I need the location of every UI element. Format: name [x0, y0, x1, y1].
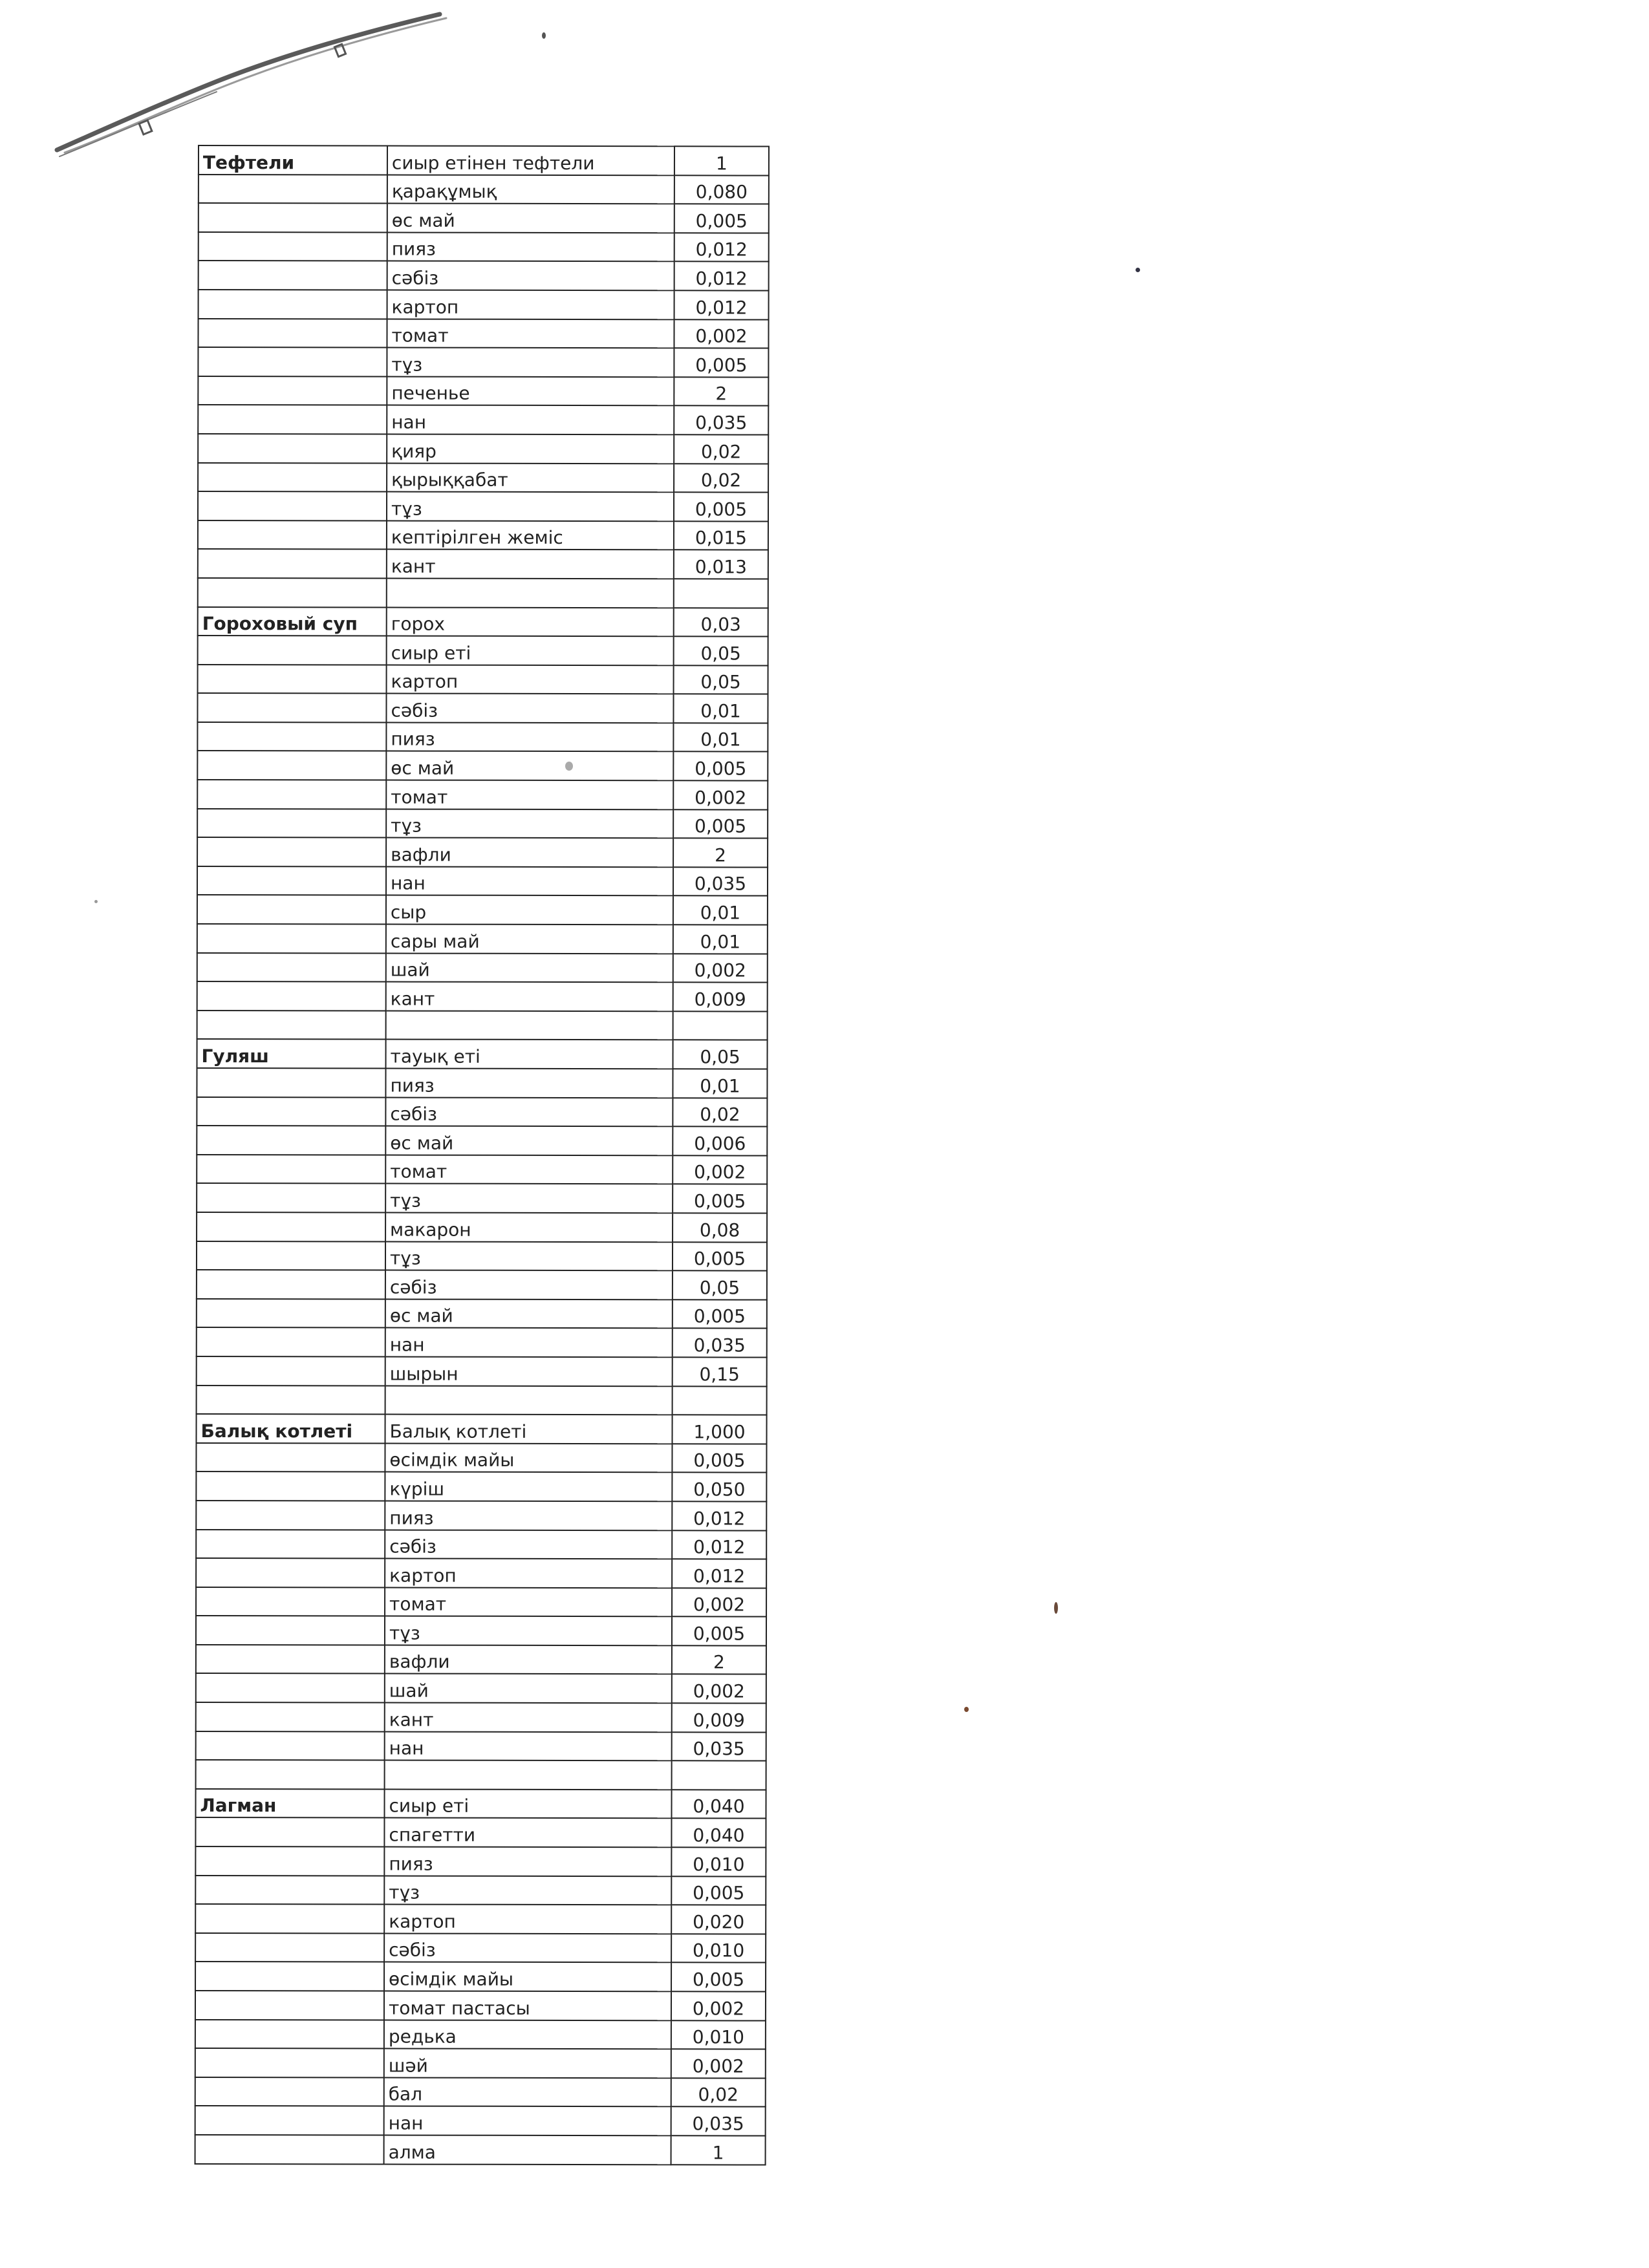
ingredient-cell: тұз — [385, 1241, 673, 1270]
table-row — [199, 290, 769, 319]
quantity-cell: 0,005 — [673, 1184, 767, 1214]
table-row — [196, 1529, 766, 1559]
dish-name-empty-cell — [196, 1501, 385, 1530]
table-row — [196, 1616, 766, 1645]
dish-name-empty-cell — [196, 1673, 385, 1702]
quantity-cell: 0,01 — [673, 723, 768, 752]
ingredient-cell: қарақұмық — [387, 175, 674, 204]
table-row — [197, 953, 768, 983]
dish-name-empty-cell — [197, 722, 386, 751]
dish-name-empty-cell — [196, 1616, 385, 1645]
quantity-cell: 0,05 — [673, 1270, 767, 1300]
dish-name-empty-cell — [195, 1962, 384, 1991]
menu-ingredients-table — [195, 145, 770, 2165]
table-row — [196, 1443, 766, 1473]
table-row — [197, 895, 768, 925]
ingredient-cell: өс май — [387, 204, 674, 233]
table-row — [198, 434, 768, 464]
quantity-cell: 0,08 — [673, 1213, 767, 1242]
quantity-cell: 0,010 — [671, 1934, 766, 1963]
dish-name-empty-cell — [196, 1529, 385, 1558]
table-row — [197, 1299, 767, 1329]
ingredient-cell: өсімдік майы — [384, 1962, 671, 1991]
empty-cell — [198, 578, 387, 607]
dish-name-empty-cell — [195, 1933, 384, 1962]
dish-name-empty-cell — [197, 953, 386, 982]
quantity-cell: 0,005 — [674, 204, 769, 233]
dish-name-empty-cell — [197, 837, 386, 866]
table-row — [197, 722, 768, 752]
ingredient-cell: пияз — [387, 232, 674, 261]
ingredient-cell: нан — [384, 2106, 671, 2135]
empty-cell — [196, 1760, 385, 1789]
table-row — [197, 924, 768, 954]
table-row — [196, 1414, 766, 1444]
ingredient-cell: нан — [385, 1731, 672, 1760]
quantity-cell: 1 — [674, 146, 769, 175]
ingredient-cell: алма — [384, 2135, 671, 2164]
quantity-cell: 0,040 — [671, 1819, 766, 1848]
dish-name-empty-cell — [196, 1702, 385, 1731]
ingredient-cell: шай — [386, 953, 673, 982]
ingredient-cell: кептірілген жеміс — [387, 520, 674, 550]
ingredient-cell: томат — [385, 1587, 672, 1616]
ingredient-cell: тұз — [384, 1876, 671, 1905]
quantity-cell: 0,005 — [672, 1617, 766, 1646]
quantity-cell: 0,01 — [673, 925, 768, 954]
ingredient-cell: күріш — [385, 1472, 672, 1501]
ingredient-cell: нан — [386, 866, 673, 895]
table-row — [198, 463, 768, 493]
quantity-cell: 0,080 — [674, 175, 769, 204]
scan-speck — [1054, 1602, 1058, 1614]
dish-name-empty-cell — [198, 636, 387, 665]
quantity-cell: 0,009 — [672, 1703, 766, 1732]
table-row — [197, 1126, 767, 1155]
ingredient-cell: өс май — [385, 1126, 673, 1155]
ingredient-cell: сәбіз — [385, 1530, 672, 1559]
quantity-cell: 0,05 — [674, 665, 768, 694]
ingredient-cell: сәбіз — [385, 1270, 673, 1300]
empty-cell — [673, 1386, 767, 1415]
dish-name-empty-cell — [199, 203, 387, 232]
table-row — [197, 780, 768, 809]
spacer-row — [197, 1385, 767, 1415]
quantity-cell: 0,002 — [673, 1155, 767, 1184]
ingredient-cell: Балық котлеті — [385, 1415, 672, 1444]
ingredient-cell: нан — [387, 405, 674, 434]
dish-name-empty-cell — [199, 175, 387, 204]
ingredient-cell: картоп — [387, 290, 674, 319]
ingredient-cell: тұз — [385, 1616, 672, 1645]
ingredient-cell: спагетти — [384, 1818, 671, 1847]
quantity-cell: 0,002 — [673, 780, 768, 809]
table-row — [198, 607, 768, 637]
dish-name-empty-cell — [197, 981, 386, 1011]
ingredient-cell: томат — [387, 319, 674, 348]
quantity-cell: 1 — [671, 2135, 766, 2165]
table-row — [199, 145, 769, 175]
dish-name-empty-cell — [197, 751, 386, 780]
table-row — [195, 2106, 766, 2135]
dish-name-cell: Балық котлеті — [196, 1414, 385, 1443]
quantity-cell: 0,035 — [673, 1329, 767, 1358]
table-row — [197, 1039, 768, 1069]
empty-cell — [386, 1011, 673, 1040]
table-row — [197, 837, 768, 867]
quantity-cell: 0,012 — [674, 290, 769, 319]
dish-name-empty-cell — [196, 1645, 385, 1674]
dish-name-empty-cell — [195, 1846, 384, 1876]
quantity-cell: 0,035 — [672, 1732, 766, 1761]
dish-name-empty-cell — [197, 1126, 385, 1155]
quantity-cell: 0,050 — [672, 1473, 766, 1502]
dish-name-empty-cell — [198, 549, 387, 578]
table-row — [195, 1817, 766, 1847]
quantity-cell: 0,015 — [674, 521, 768, 550]
ingredient-cell: қияр — [387, 434, 674, 463]
empty-cell — [385, 1385, 673, 1415]
ingredient-cell: шай — [385, 1674, 672, 1703]
table-row — [197, 1212, 767, 1242]
table-row — [196, 1702, 766, 1732]
ingredient-cell: шәй — [384, 2049, 671, 2078]
table-row — [199, 203, 769, 233]
ingredient-cell: шырын — [385, 1356, 673, 1385]
dish-name-empty-cell — [198, 491, 387, 520]
ingredient-cell: печенье — [387, 376, 674, 405]
dish-name-empty-cell — [195, 2020, 384, 2049]
table-row — [195, 2077, 766, 2107]
quantity-cell: 2 — [673, 839, 768, 868]
quantity-cell: 0,05 — [674, 636, 768, 665]
quantity-cell: 0,005 — [671, 1876, 766, 1905]
dish-name-empty-cell — [195, 1876, 384, 1905]
dish-name-empty-cell — [195, 2048, 384, 2077]
quantity-cell: 2 — [674, 377, 768, 406]
dish-name-empty-cell — [198, 520, 387, 550]
dish-name-empty-cell — [199, 232, 387, 261]
table-row — [195, 1933, 766, 1963]
ingredient-cell: пияз — [386, 722, 673, 751]
quantity-cell: 0,005 — [673, 809, 768, 839]
ingredient-cell: сиыр етінен тефтели — [387, 146, 674, 175]
table-row — [195, 2020, 766, 2049]
quantity-cell: 0,02 — [674, 464, 768, 493]
dish-name-empty-cell — [198, 405, 387, 434]
dish-name-empty-cell — [197, 1241, 385, 1270]
ingredient-cell: картоп — [385, 1559, 672, 1588]
scan-speck — [542, 32, 546, 39]
ingredient-cell: сары май — [386, 925, 673, 954]
table-row — [198, 491, 768, 521]
ingredient-cell: тұз — [387, 492, 674, 521]
empty-cell — [197, 1385, 385, 1415]
quantity-cell: 1,000 — [672, 1415, 766, 1444]
quantity-cell: 0,01 — [673, 694, 768, 723]
ingredient-cell: өсімдік майы — [385, 1443, 672, 1472]
quantity-cell: 0,01 — [673, 896, 768, 925]
ingredient-cell: сәбіз — [384, 1933, 671, 1962]
quantity-cell: 0,05 — [673, 1040, 768, 1069]
table-row — [197, 1155, 767, 1184]
ingredient-cell: сиыр еті — [384, 1789, 671, 1818]
dish-name-empty-cell — [199, 261, 387, 290]
ingredient-cell: кант — [386, 982, 673, 1011]
dish-name-empty-cell — [196, 1471, 385, 1501]
dish-name-empty-cell — [197, 1299, 385, 1328]
dish-name-empty-cell — [199, 290, 387, 319]
ingredient-cell: вафли — [386, 838, 673, 867]
table-row — [195, 1904, 766, 1934]
quantity-cell: 0,02 — [674, 434, 768, 464]
quantity-cell: 0,005 — [673, 1242, 767, 1271]
dish-name-empty-cell — [195, 1991, 384, 2020]
dish-name-empty-cell — [197, 1270, 385, 1299]
dish-name-empty-cell — [197, 924, 386, 953]
table-row — [195, 1876, 766, 1905]
ingredient-cell: тұз — [385, 1184, 673, 1213]
quantity-cell: 0,006 — [673, 1126, 767, 1155]
ingredient-cell: томат пастасы — [384, 1991, 671, 2020]
quantity-cell: 0,012 — [674, 233, 769, 262]
table-row — [198, 636, 768, 665]
ingredient-cell: горох — [387, 607, 674, 636]
dish-name-empty-cell — [195, 2135, 384, 2164]
table-row — [196, 1673, 766, 1703]
ingredient-cell: сыр — [386, 895, 673, 925]
dish-name-empty-cell — [197, 1097, 385, 1126]
spacer-row — [197, 1011, 768, 1040]
dish-name-empty-cell — [196, 1587, 385, 1616]
ingredient-cell: кант — [385, 1703, 672, 1732]
table-row — [198, 376, 768, 406]
quantity-cell: 0,15 — [673, 1357, 767, 1386]
table-row — [195, 1962, 766, 1991]
dish-name-empty-cell — [195, 2077, 384, 2106]
ingredient-cell: сәбіз — [385, 1097, 673, 1126]
quantity-cell: 0,005 — [674, 348, 768, 377]
scan-speck — [1136, 268, 1140, 272]
table-row — [196, 1501, 766, 1530]
ingredient-cell: редька — [384, 2020, 671, 2049]
spacer-row — [198, 578, 768, 608]
dish-name-empty-cell — [196, 1731, 385, 1760]
quantity-cell: 0,010 — [671, 1847, 766, 1876]
table-row — [198, 319, 768, 348]
quantity-cell: 0,03 — [674, 608, 768, 637]
table-row — [196, 1731, 766, 1761]
dish-name-empty-cell — [197, 1068, 385, 1097]
scan-speck — [964, 1707, 969, 1712]
dish-name-empty-cell — [198, 347, 387, 376]
table-row — [196, 1587, 766, 1617]
scan-speck — [94, 900, 98, 903]
dish-name-empty-cell — [197, 1327, 385, 1356]
dish-name-empty-cell — [198, 376, 387, 405]
ingredient-cell: тұз — [386, 809, 673, 838]
quantity-cell: 0,002 — [674, 319, 768, 348]
ingredient-cell: тауық еті — [386, 1040, 673, 1069]
ingredient-cell: кант — [387, 550, 674, 579]
table-row — [197, 1270, 767, 1300]
dish-name-cell: Тефтели — [199, 145, 387, 175]
table-row — [198, 665, 768, 694]
quantity-cell: 0,002 — [671, 2049, 766, 2078]
quantity-cell: 0,005 — [673, 752, 768, 781]
quantity-cell: 0,005 — [674, 492, 768, 521]
table-row — [199, 175, 769, 204]
empty-cell — [387, 578, 674, 607]
table-row — [197, 1068, 767, 1098]
table-row — [199, 261, 769, 290]
quantity-cell: 0,02 — [673, 1098, 767, 1127]
table-row — [196, 1558, 766, 1588]
quantity-cell: 0,005 — [673, 1300, 767, 1329]
quantity-cell: 0,040 — [671, 1790, 766, 1819]
quantity-cell: 0,002 — [672, 1674, 766, 1704]
table-row — [197, 809, 768, 839]
ingredient-cell: тұз — [387, 348, 674, 377]
quantity-cell: 0,010 — [671, 2020, 766, 2049]
ingredient-cell: пияз — [385, 1069, 673, 1098]
table-row — [195, 2135, 766, 2165]
empty-cell — [674, 579, 768, 608]
dish-name-empty-cell — [198, 463, 387, 492]
ingredient-cell: бал — [384, 2077, 671, 2106]
ingredient-cell: нан — [385, 1328, 673, 1357]
ingredient-cell: сәбіз — [387, 261, 674, 290]
ingredient-cell: пияз — [384, 1847, 671, 1876]
ingredient-cell: өс май — [385, 1299, 673, 1328]
dish-name-empty-cell — [197, 809, 386, 838]
dish-name-cell: Лагман — [195, 1789, 384, 1818]
ingredient-cell: пияз — [385, 1501, 672, 1530]
ingredient-cell: вафли — [385, 1645, 672, 1674]
table-row — [198, 549, 768, 579]
dish-name-empty-cell — [197, 866, 386, 895]
table-row — [199, 232, 769, 262]
quantity-cell: 0,002 — [672, 1588, 766, 1617]
ingredient-cell: сиыр еті — [387, 636, 674, 665]
quantity-cell: 0,020 — [671, 1905, 766, 1934]
quantity-cell: 0,002 — [671, 1991, 766, 2020]
table-row — [197, 1097, 767, 1127]
dish-name-empty-cell — [196, 1558, 385, 1587]
quantity-cell: 0,035 — [674, 406, 768, 435]
quantity-cell: 0,005 — [672, 1444, 766, 1473]
table-row — [195, 1991, 766, 2020]
table-row — [197, 1241, 767, 1271]
quantity-cell: 0,01 — [673, 1069, 767, 1098]
table-row — [195, 2048, 766, 2078]
dish-name-empty-cell — [196, 1443, 385, 1472]
dish-name-empty-cell — [195, 2106, 384, 2135]
table-row — [195, 1846, 766, 1876]
dish-name-empty-cell — [197, 780, 386, 809]
dish-name-empty-cell — [197, 1212, 385, 1241]
quantity-cell: 0,035 — [671, 2107, 766, 2136]
quantity-cell: 0,012 — [672, 1530, 766, 1559]
dish-name-empty-cell — [198, 434, 387, 463]
quantity-cell: 0,02 — [671, 2078, 766, 2107]
table-row — [197, 1356, 767, 1386]
dish-name-empty-cell — [198, 665, 387, 694]
empty-cell — [385, 1760, 672, 1790]
dish-name-cell: Гороховый суп — [198, 607, 387, 636]
table-row — [196, 1645, 766, 1674]
ingredient-cell: сәбіз — [386, 694, 673, 723]
table-row — [197, 1327, 767, 1357]
table-row — [195, 1789, 766, 1819]
ingredient-cell: өс май — [386, 751, 673, 780]
dish-name-empty-cell — [195, 1904, 384, 1933]
dish-name-empty-cell — [197, 1356, 385, 1385]
quantity-cell: 2 — [672, 1645, 766, 1674]
dish-name-empty-cell — [197, 1155, 385, 1184]
table-row — [197, 1183, 767, 1213]
quantity-cell: 0,009 — [673, 983, 768, 1012]
table-row — [198, 405, 768, 434]
ingredient-cell: томат — [386, 780, 673, 809]
empty-cell — [197, 1011, 386, 1040]
dish-name-empty-cell — [197, 693, 386, 722]
table-row — [197, 751, 768, 780]
table-row — [198, 347, 768, 377]
ingredient-cell: томат — [385, 1155, 673, 1184]
ingredient-cell: қырыққабат — [387, 463, 674, 492]
dish-name-empty-cell — [198, 319, 387, 348]
table-row — [197, 693, 768, 723]
table-row — [197, 866, 768, 896]
quantity-cell: 0,012 — [672, 1501, 766, 1530]
ingredient-cell: картоп — [384, 1905, 671, 1934]
spacer-row — [196, 1760, 766, 1790]
quantity-cell: 0,012 — [672, 1559, 766, 1588]
ingredient-cell: макарон — [385, 1212, 673, 1241]
quantity-cell: 0,005 — [671, 1963, 766, 1992]
dish-name-empty-cell — [195, 1817, 384, 1846]
table-row — [198, 520, 768, 550]
dish-name-cell: Гуляш — [197, 1039, 386, 1068]
table-row — [196, 1471, 766, 1501]
quantity-cell: 0,012 — [674, 262, 769, 291]
menu-table-body — [195, 145, 769, 2165]
dish-name-empty-cell — [197, 895, 386, 924]
table-row — [197, 981, 768, 1011]
empty-cell — [672, 1761, 766, 1790]
quantity-cell: 0,035 — [673, 867, 768, 896]
quantity-cell: 0,002 — [673, 954, 768, 983]
empty-cell — [673, 1011, 768, 1040]
quantity-cell: 0,013 — [674, 550, 768, 579]
ingredient-cell: картоп — [387, 665, 674, 694]
dish-name-empty-cell — [197, 1183, 385, 1212]
